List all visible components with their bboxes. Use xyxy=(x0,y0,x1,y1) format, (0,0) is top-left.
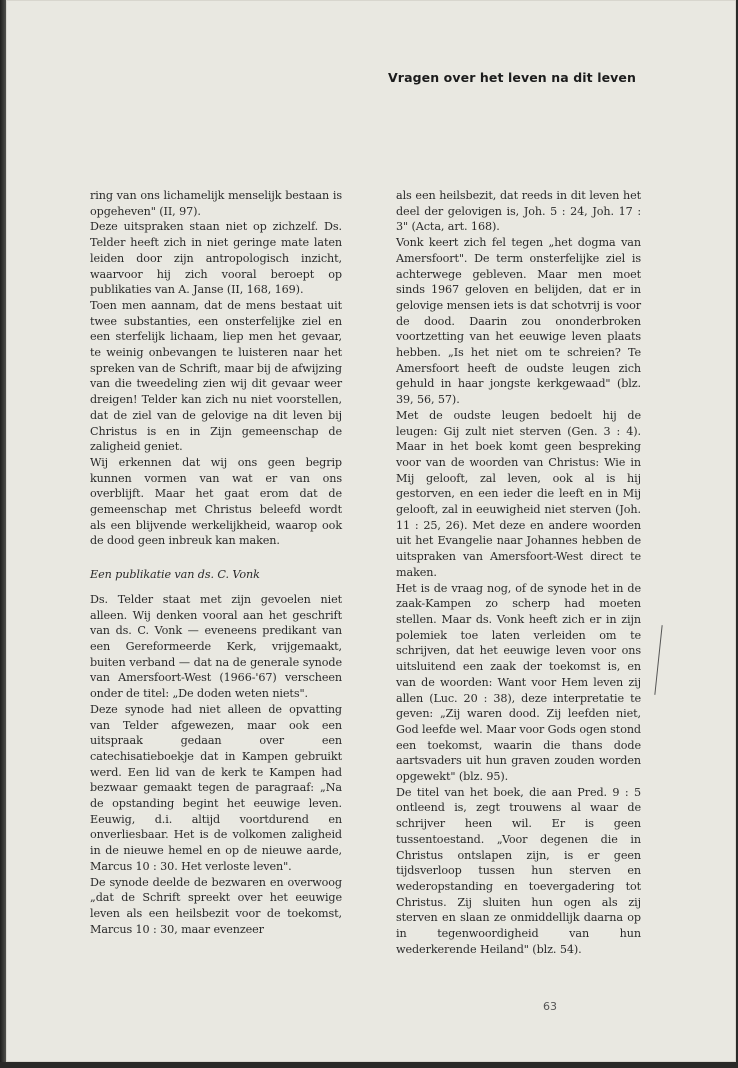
paragraph: Wij erkennen dat wij ons geen begrip kunnen vormen van wat er van ons overblijft. Maar het gaat erom dat de gemeenschap met Christus beleefd wordt als een blijvende werkelijkheid, waarop ook de dood geen inbreuk kan maken. xyxy=(90,455,342,548)
paragraph: Toen men aannam, dat de mens bestaat uit twee substanties, een onsterfelijke ziel en een sterfelijk lichaam, liep men het gevaar, te weinig onbevangen te luisteren naar het spreken van de Schrift, maar bij de afwijzing van die tweedeling zien wij dit gevaar weer dreigen! Telder kan zich nu niet voorstellen, dat de ziel van de gelovige na dit leven bij Christus is en in Zijn gemeenschap de zaligheid geniet. xyxy=(90,298,342,454)
paragraph: De titel van het boek, die aan Pred. 9 : 5 ontleend is, zegt trouwens al waar de schrijver heen wil. Er is geen tussentoestand. „Voor degenen die in Christus ontslapen zijn, is er geen tijdsverloop tussen hun sterven en wederopstanding en toevergadering tot Christus. Zij sluiten hun ogen als zij sterven en slaan ze onmiddellijk daarna op in tegenwoordigheid van hun wederkerende Heiland" (blz. 54). xyxy=(396,785,641,956)
paragraph: Deze uitspraken staan niet op zichzelf. Ds. Telder heeft zich in niet geringe mate laten leiden door zijn antropologisch inzicht, waarvoor hij zich vooral beroept op publikaties van A. Janse (II, 168, 169). xyxy=(90,220,342,297)
section-subheading: Een publikatie van ds. C. Vonk xyxy=(90,568,260,582)
paragraph: De synode deelde de bezwaren en overwoog „dat de Schrift spreekt over het eeuwige leven als een heilsbezit voor de toekomst, Marcus 10 : 30, maar evenzeer xyxy=(90,875,342,936)
running-header: Vragen over het leven na dit leven xyxy=(388,70,636,85)
margin-pencil-mark xyxy=(654,625,662,695)
paragraph: Deze synode had niet alleen de opvatting van Telder afgewezen, maar ook een uitspraak gedaan over een catechisatieboekje dat in Kampen gebruikt werd. Een lid van de kerk te Kampen had bezwaar gemaakt tegen de paragraaf: „Na de opstanding begint het eeuwige leven. Eeuwig, d.i. altijd voortdurend en onverliesbaar. Het is de volkomen zaligheid in de nieuwe hemel en op de nieuwe aarde, Marcus 10 : 30. Het verloste leven". xyxy=(90,702,342,873)
paragraph: als een heilsbezit, dat reeds in dit leven het deel der gelovigen is, Joh. 5 : 24, Joh. 17 : 3" (Acta, art. 168). xyxy=(396,189,641,234)
paragraph: Vonk keert zich fel tegen „het dogma van Amersfoort". De term onsterfelijke ziel is achterwege gebleven. Maar men moet sinds 1967 geloven en belijden, dat er in gelovige mensen iets is dat schotvrij is voor de dood. Daarin zou ononderbroken voortzetting van het eeuwige leven plaats hebben. „Is het niet om te schreien? Te Amersfoort heeft de oudste leugen zich gehuld in haar jongste kerkgewaad" (blz. 39, 56, 57). xyxy=(396,236,641,407)
paragraph: Ds. Telder staat met zijn gevoelen niet alleen. Wij denken vooral aan het geschrift van ds. C. Vonk — eveneens predikant van een Gereformeerde Kerk, vrijgemaakt, buiten verband — dat na de generale synode van Amersfoort-West (1966-'67) verscheen onder de titel: „De doden weten niets". xyxy=(90,592,342,701)
paragraph: Met de oudste leugen bedoelt hij de leugen: Gij zult niet sterven (Gen. 3 : 4). Maar in het boek komt geen bespreking voor van de woorden van Christus: Wie in Mij gelooft, zal leven, ook al is hij gestorven, en een ieder die leeft en in Mij gelooft, zal in eeuwigheid niet sterven (Joh. 11 : 25, 26). Met deze en andere woorden uit het Evangelie naar Johannes hebben de uitspraken van Amersfoort-West direct te maken. xyxy=(396,408,641,579)
right-column xyxy=(396,188,641,957)
paragraph: ring van ons lichamelijk menselijk bestaan is opgeheven" (II, 97). xyxy=(90,189,342,218)
page-number: 63 xyxy=(543,1000,557,1013)
page xyxy=(6,0,736,1062)
paragraph: Het is de vraag nog, of de synode het in de zaak-Kampen zo scherp had moeten stellen. Maar ds. Vonk heeft zich er in zijn polemiek toe laten verleiden om te schrijven, dat het eeuwige leven voor ons uitsluitend een zaak der toekomst is, en van de woorden: Want voor Hem leven zij allen (Luc. 20 : 38), deze interpretatie te geven: „Zij waren dood. Zij leefden niet, God leefde wel. Maar voor Gods ogen stond een toekomst, waarin die thans dode aartsvaders uit hun graven zouden worden opgewekt" (blz. 95). xyxy=(396,581,641,784)
left-column xyxy=(90,188,342,937)
page-bottom-edge xyxy=(0,1062,738,1068)
